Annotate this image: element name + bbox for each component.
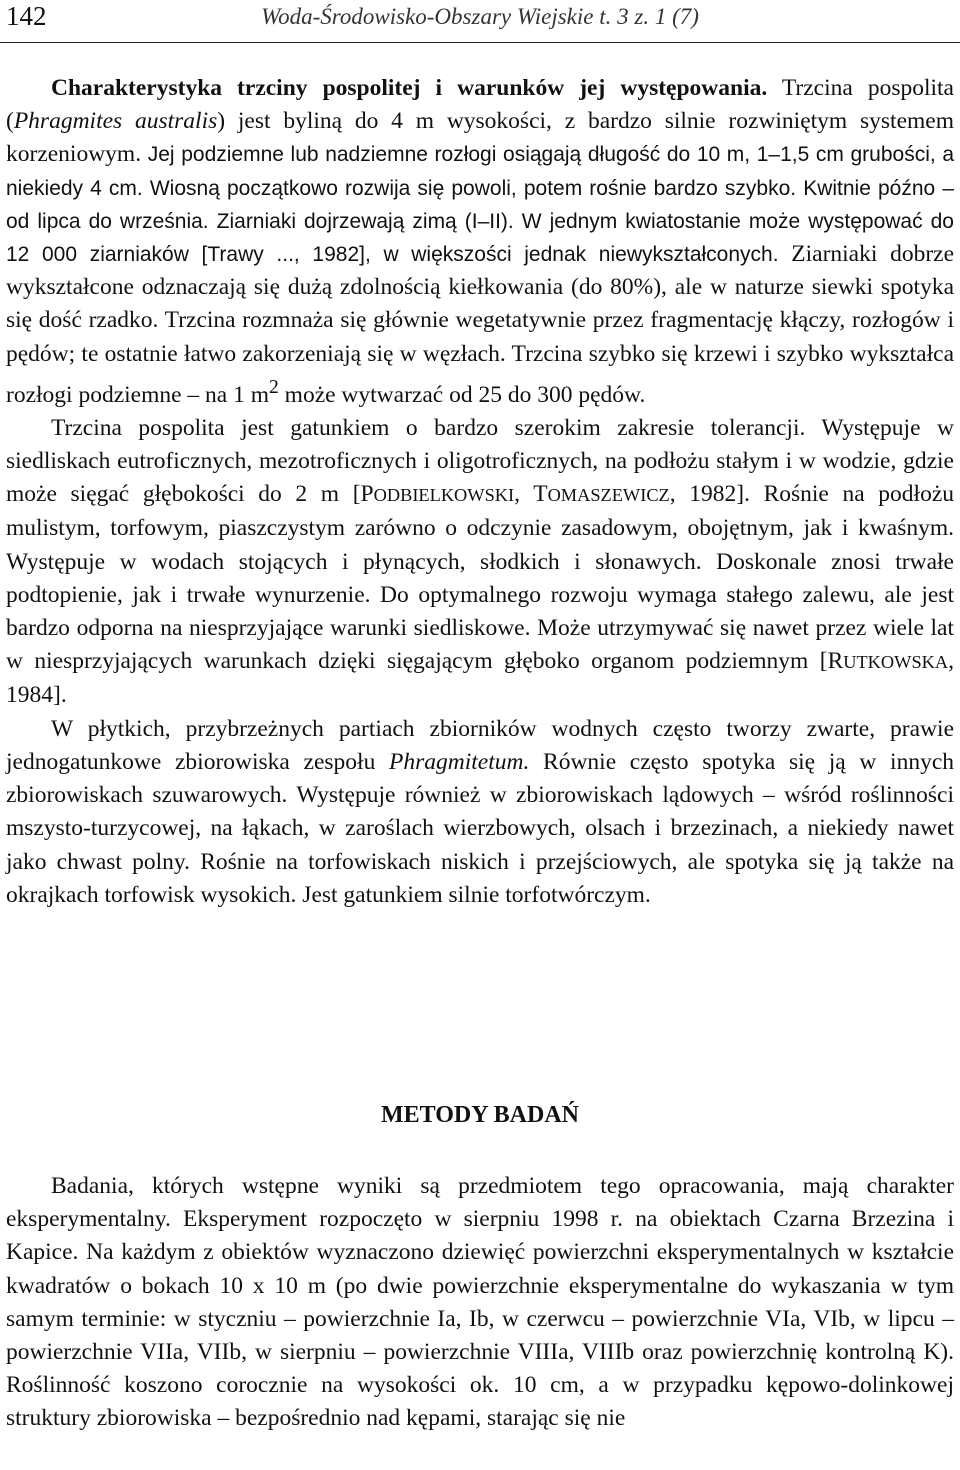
paragraph-reed-characteristics: [6, 72, 954, 412]
section-heading-methods: METODY BADAŃ: [380, 1102, 579, 1128]
page-number: 142: [6, 1, 47, 31]
citation-initial: R: [827, 648, 844, 675]
citation-initial: P: [360, 481, 374, 508]
superscript: 2: [269, 376, 279, 398]
text-run: Ziarniaki dobrze wykształcone odznaczają się dużą zdolnością kiełkowania (do 80%), ale w naturze siewki spotyka się dość rzadko. Trzcina rozmnaża się głównie wegetatywnie przez fragmentację kłączy, rozłogów i pędów; te ostatnie łatwo zakorzeniają się w węzłach. Trzcina szybko się krzewi i szybko wykształca rozłogi podziemne – na 1 m: [6, 241, 955, 408]
section-characteristics: [6, 72, 954, 912]
citation-initial: T: [533, 481, 548, 508]
text-run: , 1984].: [6, 648, 954, 709]
citation-author: [361, 481, 515, 507]
citation-smallcaps: ODBIELKOWSKI: [373, 485, 515, 506]
text-run: , 1982]. Rośnie na podłożu mulistym, torfowym, piaszczystym zarówno o odczynie zasadowym, obojętnym, jak i kwaśnym. Występuje w wodach stojących i płynących, słodkich i słonawych. Doskonale znosi trwałe podtopienie, jak i trwałe wynurzenie. Do optymalnego rozwoju wymaga stałego zalewu, ale jest bardzo odporna na niesprzyjające warunki siedliskowe. Może utrzymywać się nawet przez wiele lat w niesprzyjających warunkach dzięki sięgającym głęboko organom podziemnym [: [6, 481, 955, 675]
section-methods: [6, 1170, 954, 1436]
citation-author: [533, 481, 670, 507]
paragraph-methods: Badania, których wstępne wyniki są przedmiotem tego opracowania, mają charakter eksperymentalny. Eksperyment rozpoczęto w sierpniu 1998 r. na obiektach Czarna Brzezina i Kapice. Na każdym z obiektów wyznaczono dziewięć powierzchni eksperymentalnych w kształcie kwadratów o bokach 10 x 10 m (po dwie powierzchnie eksperymentalne do wykaszania w tym samym terminie: w styczniu – powierzchnie Ia, Ib, w czerwcu – powierzchnie VIa, VIb, w lipcu – powierzchnie VIIa, VIIb, w sierpniu – powierzchnie VIIIa, VIIIb oraz powierzchnię kontrolną K). Roślinność koszono corocznie na wysokości ok. 10 cm, a w przypadku kępowo-dolinkowej struktury zbiorowiska – bezpośrednio nad kępami, starając się nie: [6, 1173, 954, 1432]
citation-smallcaps: OMASZEWICZ: [547, 485, 670, 506]
paragraph-communities: [6, 713, 954, 912]
text-run: Trzcina pospolita jest gatunkiem o bardzo szerokim zakresie tolerancji. Występuje w siedliskach eutroficznych, mezotroficznych i oligotroficznych, na podłożu stałym i w wodzie, gdzie może sięgać głębokości do 2 m [: [6, 414, 954, 508]
paragraph-heading: Charakterystyka trzciny pospolitej i warunków jej występowania.: [51, 75, 768, 101]
species-name: Phragmites australis: [13, 108, 218, 135]
paragraph-tolerance: [6, 412, 954, 713]
text-run: ) jest byliną do 4 m wysokości, z bardzo silnie rozwiniętym systemem korzeniowym.: [6, 108, 954, 168]
citation-author: [828, 648, 949, 674]
association-name: Phragmitetum.: [389, 748, 530, 775]
text-run: Trzcina pospolita (: [6, 75, 954, 135]
running-title: Woda-Środowisko-Obszary Wiejskie t. 3 z. 1 (7): [261, 4, 699, 29]
text-run-sans: Jej podziemne lub nadziemne rozłogi osiągają długość do 10 m, 1–1,5 cm grubości, a niekiedy 4 cm. Wiosną początkowo rozwija się powoli, potem rośnie bardzo szybko. Kwitnie późno – od lipca do września. Ziarniaki dojrzewają zimą (I–II). W jednym kwiatostanie może występować do 12 000 ziarniaków [Trawy ..., 1982], w większości jednak niewykształconych.: [6, 143, 954, 267]
page-header: [0, 0, 960, 43]
text-run: ,: [514, 481, 534, 508]
text-run: Równie często spotyka się ją w innych zbiorowiskach szuwarowych. Występuje również w zbiorowiskach lądowych – wśród roślinności mszysto-turzycowej, na łąkach, w zaroślach wierzbowych, olsach i brzezinach, a niekiedy nawet jako chwast polny. Rośnie na torfowiskach niskich i przejściowych, ale spotyka się ją także na okrajkach torfowisk wysokich. Jest gatunkiem silnie torfotwórczym.: [6, 748, 954, 908]
text-run: W płytkich, przybrzeżnych partiach zbiorników wodnych często tworzy zwarte, prawie jednogatunkowe zbiorowiska zespołu: [6, 715, 954, 775]
text-run: może wytwarzać od 25 do 300 pędów.: [278, 381, 646, 408]
citation-smallcaps: UTKOWSKA: [843, 652, 949, 673]
